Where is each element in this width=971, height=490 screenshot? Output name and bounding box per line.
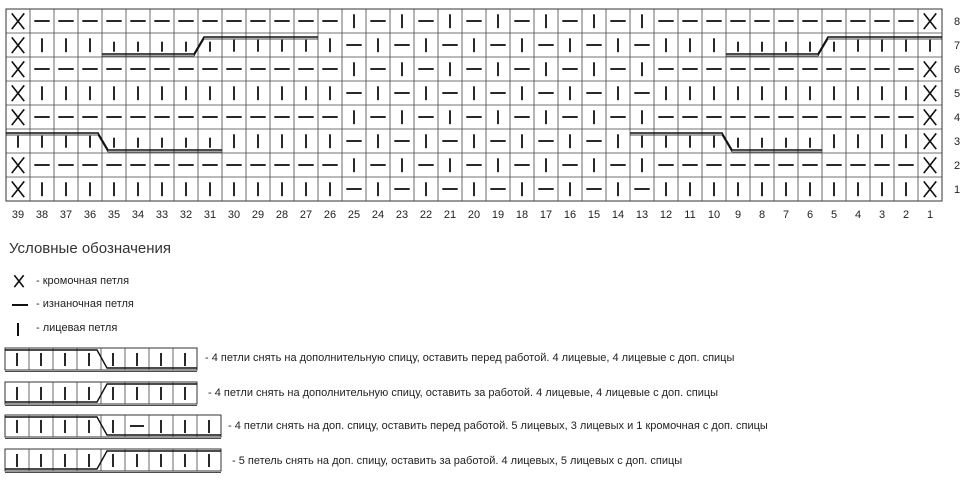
col-number: 15 (587, 209, 601, 221)
legend-title: Условные обозначения (9, 240, 172, 257)
row-number: 3 (954, 136, 961, 148)
col-number: 20 (467, 209, 481, 221)
col-number: 9 (734, 209, 742, 221)
col-number: 12 (659, 209, 673, 221)
knit-stitch-icon (10, 320, 28, 338)
col-number: 7 (782, 209, 790, 221)
col-number: 11 (684, 209, 696, 221)
col-number: 18 (515, 209, 529, 221)
row-number: 4 (954, 112, 961, 124)
cable-front-4x5-icon (3, 412, 225, 440)
col-number: 36 (83, 209, 97, 221)
col-number: 21 (443, 209, 457, 221)
legend-knit-label: - лицевая петля (36, 322, 118, 334)
col-number: 2 (902, 209, 910, 221)
col-number: 17 (539, 209, 553, 221)
purl-stitch-icon (10, 296, 30, 314)
row-number: 8 (954, 16, 961, 28)
col-number: 1 (926, 209, 934, 221)
col-number: 37 (59, 209, 73, 221)
col-number: 3 (878, 209, 886, 221)
edge-stitch-icon (10, 272, 28, 290)
col-number: 16 (563, 209, 577, 221)
col-number: 34 (131, 209, 145, 221)
knitting-chart (0, 0, 971, 225)
col-number: 23 (395, 209, 409, 221)
col-number: 5 (830, 209, 838, 221)
cable-2-label: - 4 петли снять на дополнительную спицу, оставить за работой. 4 лицевые, 4 лицевые с доп. спицы (208, 387, 719, 399)
col-number: 31 (203, 209, 217, 221)
legend-edge-label: - кромочная петля (36, 275, 130, 287)
col-number: 35 (107, 209, 121, 221)
col-number: 30 (227, 209, 241, 221)
col-number: 39 (11, 209, 25, 221)
col-number: 29 (251, 209, 265, 221)
cable-3-label: - 4 петли снять на доп. спицу, оставить перед работой. 5 лицевых, 3 лицевых и 1 кромочная с доп. спицы (228, 420, 768, 432)
legend-purl-label: - изнаночная петля (36, 298, 134, 310)
cable-back-4x4-icon (3, 379, 208, 407)
row-number: 6 (954, 64, 961, 76)
row-number: 5 (954, 88, 961, 100)
col-number: 28 (275, 209, 289, 221)
col-number: 8 (758, 209, 766, 221)
col-number: 6 (806, 209, 814, 221)
col-number: 38 (35, 209, 49, 221)
col-number: 26 (323, 209, 337, 221)
col-number: 19 (491, 209, 505, 221)
row-number: 1 (954, 184, 961, 196)
cable-front-4x4-icon (3, 345, 203, 373)
col-number: 27 (299, 209, 313, 221)
chart-grid (6, 9, 942, 201)
col-number: 32 (179, 209, 193, 221)
col-number: 4 (854, 209, 862, 221)
row-number: 7 (954, 40, 961, 52)
col-number: 10 (707, 209, 721, 221)
cable-back-5x4-icon (3, 446, 225, 474)
col-number: 24 (371, 209, 385, 221)
col-number: 33 (155, 209, 169, 221)
col-number: 14 (611, 209, 625, 221)
cable-1-label: - 4 петли снять на дополнительную спицу, оставить перед работой. 4 лицевые, 4 лицевые с доп. спицы (205, 352, 735, 364)
col-number: 22 (419, 209, 433, 221)
row-number: 2 (954, 160, 961, 172)
col-number: 13 (635, 209, 649, 221)
cable-4-label: - 5 петель снять на доп. спицу, оставить за работой. 4 лицевых, 5 лицевых с доп. спицы (232, 455, 683, 467)
col-number: 25 (347, 209, 361, 221)
